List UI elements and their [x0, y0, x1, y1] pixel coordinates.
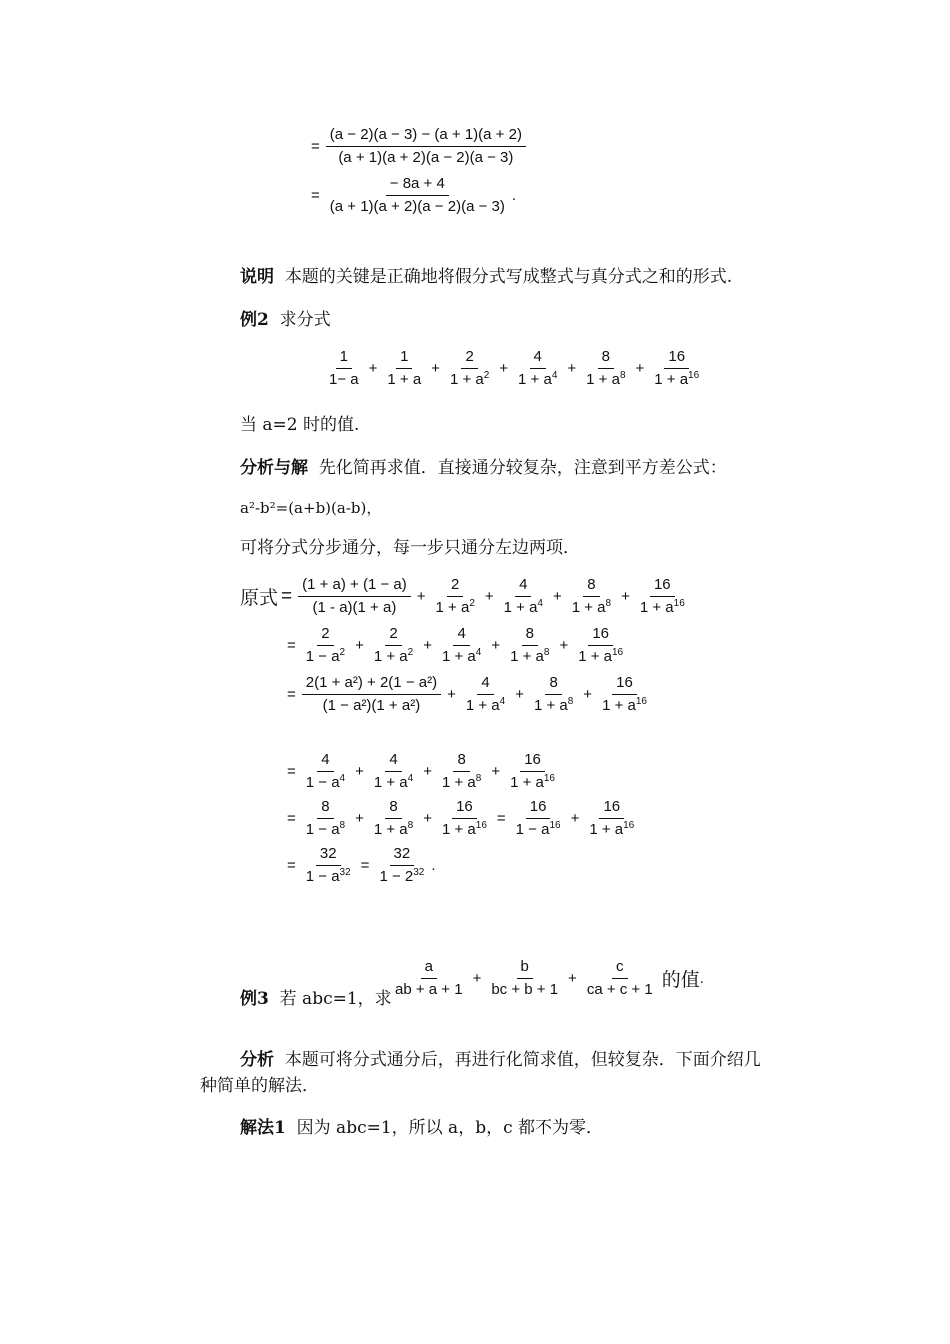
- example-2-expression: $\frac{1}{1- a}$ + $\frac{1}{1 + a}$ + $\frac{2}{1 + a^2}$ + $\frac{4}{1 + a^4}$ + $\frac{8}{1 + a^8}$ + $\frac{16}{1 + a^{16}}$: [329, 348, 700, 388]
- top-equation: = $\frac{(a - 2)(a - 3) - (a + 1)(a + 2)}{(a + 1)(a + 2)(a - 2)(a - 3)}$ = $\frac{- 8a + 4}{(a + 1)(a + 2)(a - 2)(a - 3)}$ .: [308, 126, 529, 216]
- step-description: 可将分式分步通分，每一步只通分左边两项．: [240, 538, 580, 558]
- derivation-line-3: = $\frac{\text{2(1 + a²) + 2(1 − a²)}}{\text{(1 − a²)(1 + a²)}}$ + $\frac{4}{1 + a^4}$ + $\frac{8}{1 + a^8}$ + $\frac{16}{1 + a^{16}}$: [287, 674, 647, 714]
- derivation-line-1: 原式 = $\frac{(1 + a) + (1 - a)}{(1 - a)(1 + a)}$ + $\frac{2}{1 + a^2}$ + $\frac{4}{1 + a^4}$ + $\frac{8}{1 + a^8}$ + $\frac{16}{1 + a^{16}}$: [240, 576, 685, 616]
- derivation-block: [240, 576, 692, 886]
- solution-1-paragraph: 解法1 因为 abc=1，所以 a，b，c 都不为零．: [240, 1118, 604, 1138]
- derivation-line-2: = $\frac{2}{1 - a^2}$ + $\frac{2}{1 + a^2}$ + $\frac{4}{1 + a^4}$ + $\frac{8}{1 + a^8}$ + $\frac{16}{1 + a^{16}}$: [287, 625, 624, 665]
- derivation-line-5: = $\frac{8}{1 - a^8}$ + $\frac{8}{1 + a^8}$ + $\frac{16}{1 + a^{16}}$ = $\frac{16}{1 - a^{16}}$ + $\frac{16}{1 + a^{16}}$: [287, 798, 635, 838]
- analysis-2-continuation: 种简单的解法．: [200, 1076, 319, 1096]
- example-3-expression: $\frac{a}{ab + a + 1}$ + $\frac{b}{bc + b + 1}$ + $\frac{c}{ca + c + 1}$ 的值 .: [395, 958, 704, 998]
- example-2-when: 当 a=2 时的值.: [240, 415, 360, 435]
- note-paragraph: 说明 本题的关键是正确地将假分式写成整式与真分式之和的形式.: [240, 267, 733, 287]
- derivation-line-4: = $\frac{4}{1 - a^4}$ + $\frac{4}{1 + a^4}$ + $\frac{8}{1 + a^8}$ + $\frac{16}{1 + a^{16}}$: [287, 751, 555, 791]
- analysis-paragraph: 分析与解 先化简再求值．直接通分较复杂，注意到平方差公式：: [240, 458, 727, 478]
- example-2-heading: 例2 求分式: [240, 310, 331, 330]
- derivation-line-6: = $\frac{32}{1 - a^{32}}$ = $\frac{32}{1 - 2^{32}}$ .: [287, 845, 436, 885]
- difference-of-squares-formula: a²-b²=(a+b)(a-b)，: [240, 499, 382, 517]
- analysis-2-paragraph: 分析 本题可将分式通分后，再进行化简求值，但较复杂．下面介绍几: [240, 1050, 761, 1070]
- example-3-heading: 例3 若 abc=1，求: [240, 989, 392, 1009]
